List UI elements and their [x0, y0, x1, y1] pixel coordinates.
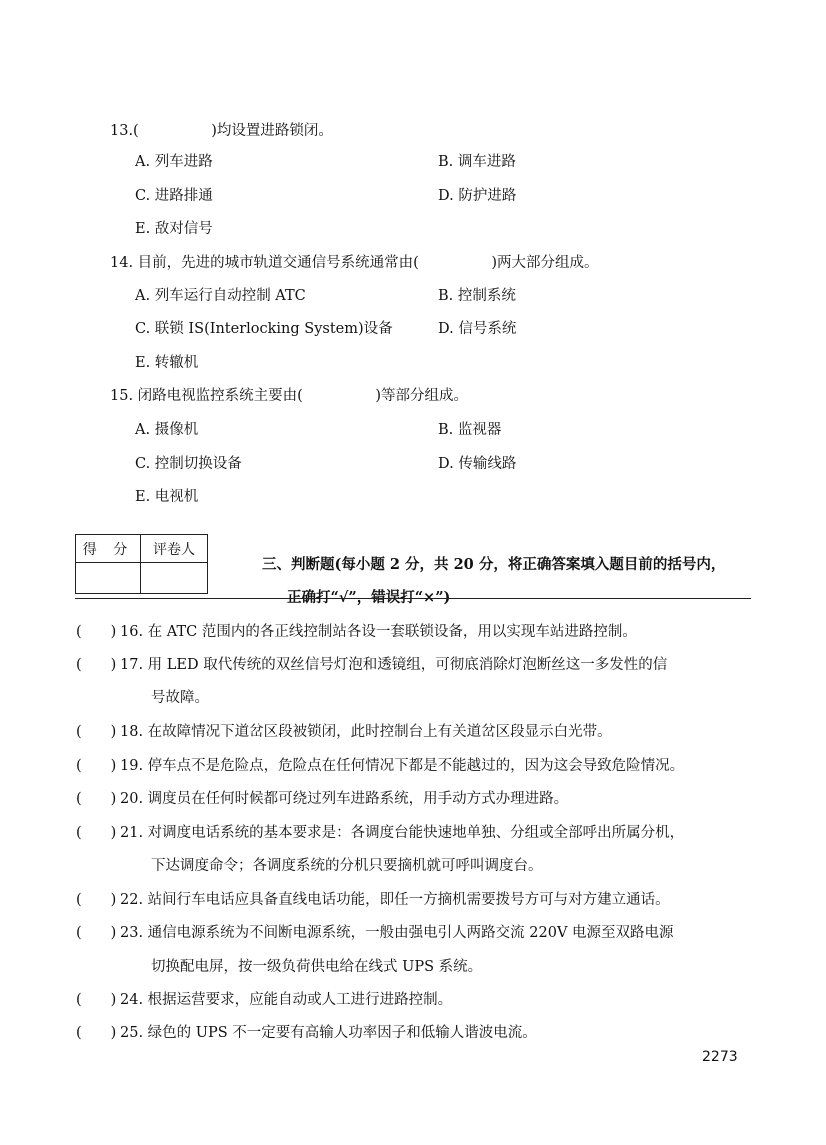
question-14-option-c: C. 联锁 IS(Interlocking System)设备 [135, 321, 393, 337]
answer-bracket-21[interactable]: ( ) [76, 825, 117, 841]
question-23-text-cont: 切换配电屏，按一级负荷供电给在线式 UPS 系统。 [151, 959, 483, 975]
answer-bracket-23[interactable]: ( ) [76, 925, 117, 941]
question-13-option-c: C. 进路排通 [135, 188, 213, 204]
question-16-text: 16. 在 ATC 范围内的各正线控制站各设一套联锁设备，用以实现车站进路控制。 [120, 624, 637, 640]
question-15-stem: 15. 闭路电视监控系统主要由( )等部分组成。 [110, 388, 468, 404]
question-17-text-cont: 号故障。 [151, 690, 209, 706]
question-13-option-b: B. 调车进路 [438, 154, 516, 170]
question-14-option-b: B. 控制系统 [438, 288, 516, 304]
question-14-option-e: E. 转辙机 [135, 355, 199, 371]
score-box [75, 534, 208, 594]
question-19-text: 19. 停车点不是危险点，危险点在任何情况下都是不能越过的，因为这会导致危险情况。 [120, 758, 685, 774]
grader-cell[interactable] [141, 563, 208, 594]
question-15-option-e: E. 电视机 [135, 489, 199, 505]
grader-label: 评卷人 [141, 535, 208, 563]
answer-bracket-20[interactable]: ( ) [76, 791, 117, 807]
answer-bracket-17[interactable]: ( ) [76, 657, 117, 673]
answer-bracket-24[interactable]: ( ) [76, 992, 117, 1008]
question-13-option-a: A. 列车进路 [135, 154, 213, 170]
question-20-text: 20. 调度员在任何时候都可绕过列车进路系统，用手动方式办理进路。 [120, 791, 569, 807]
question-24-text: 24. 根据运营要求，应能自动或人工进行进路控制。 [120, 992, 453, 1008]
question-22-text: 22. 站间行车电话应具备直线电话功能，即任一方摘机需要拨号方可与对方建立通话。 [120, 892, 670, 908]
answer-bracket-25[interactable]: ( ) [76, 1025, 117, 1041]
score-label: 得 分 [76, 535, 141, 563]
question-15-option-a: A. 摄像机 [135, 422, 199, 438]
question-14-option-a: A. 列车运行自动控制 ATC [135, 288, 306, 304]
answer-bracket-22[interactable]: ( ) [76, 892, 117, 908]
question-15-option-d: D. 传输线路 [438, 456, 517, 472]
question-25-text: 25. 绿色的 UPS 不一定要有高输人功率因子和低输人谐波电流。 [120, 1025, 537, 1041]
question-21-text-cont: 下达调度命令；各调度系统的分机只要摘机就可呼叫调度台。 [151, 858, 543, 874]
section-3-title-line-1: 三、判断题(每小题 2 分，共 20 分，将正确答案填入题目前的括号内， [262, 556, 726, 573]
question-14-option-d: D. 信号系统 [438, 321, 517, 337]
question-13-option-d: D. 防护进路 [438, 188, 517, 204]
question-23-text: 23. 通信电源系统为不间断电源系统，一般由强电引人两路交流 220V 电源至双路电源 [120, 925, 674, 941]
score-cell[interactable] [76, 563, 141, 594]
question-21-text: 21. 对调度电话系统的基本要求是：各调度台能快速地单独、分组或全部呼出所属分机， [120, 825, 685, 841]
question-13-stem: 13.( )均设置进路锁闭。 [110, 123, 333, 139]
question-15-option-c: C. 控制切换设备 [135, 456, 242, 472]
question-17-text: 17. 用 LED 取代传统的双丝信号灯泡和透镜组，可彻底消除灯泡断丝这一多发性的信 [120, 657, 668, 673]
section-3-title-line-2: 正确打“√”，错误打“×”) [287, 589, 451, 606]
question-13-option-e: E. 敌对信号 [135, 221, 213, 237]
answer-bracket-16[interactable]: ( ) [76, 624, 117, 640]
answer-bracket-18[interactable]: ( ) [76, 724, 117, 740]
question-14-stem: 14. 目前，先进的城市轨道交通信号系统通常由( )两大部分组成。 [110, 255, 599, 271]
question-18-text: 18. 在故障情况下道岔区段被锁闭，此时控制台上有关道岔区段显示白光带。 [120, 724, 612, 740]
section-divider [75, 598, 751, 599]
page-number: 2273 [702, 1049, 738, 1065]
answer-bracket-19[interactable]: ( ) [76, 758, 117, 774]
question-15-option-b: B. 监视器 [438, 422, 502, 438]
